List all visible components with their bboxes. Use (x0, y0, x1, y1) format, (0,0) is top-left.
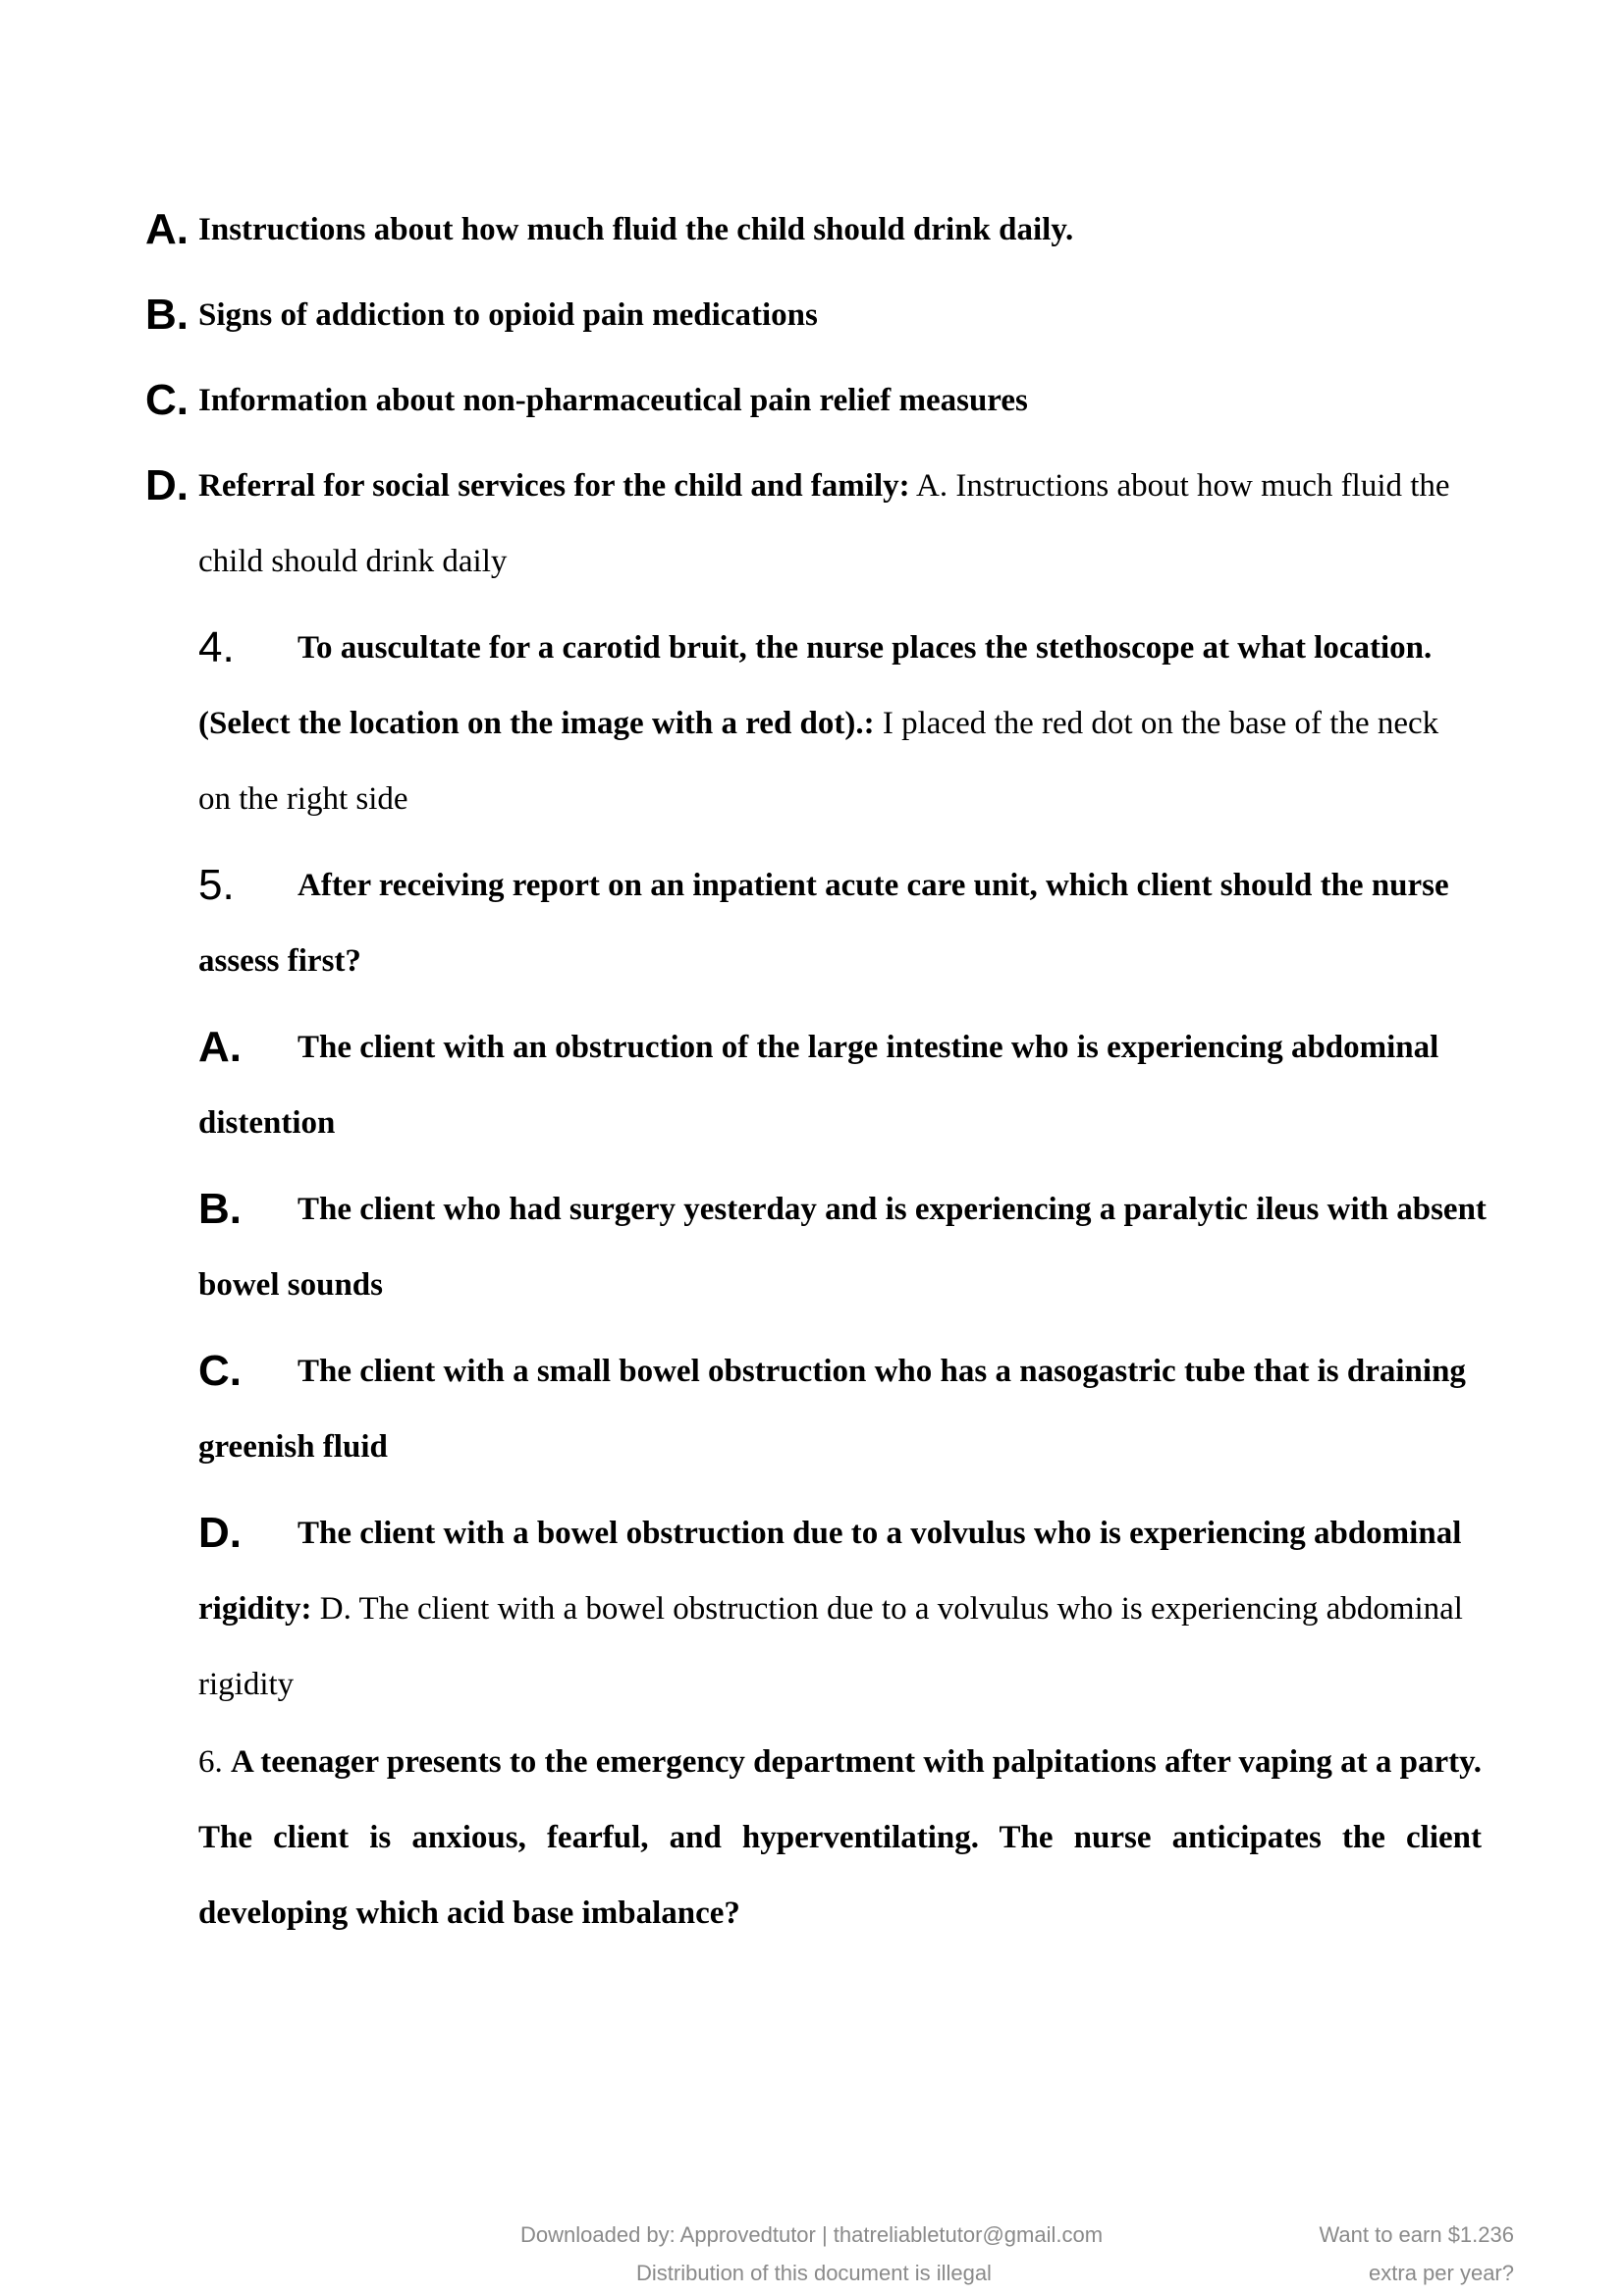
footer-promo[interactable]: extra per year? (1369, 2261, 1514, 2285)
footer-downloaded-by: Downloaded by: Approvedtutor | thatreliabletutor@gmail.com (520, 2222, 1104, 2247)
option-text: greenish fluid (198, 1429, 388, 1465)
option-text: Instructions about how much fluid the child should drink daily. (198, 212, 1074, 247)
option-text: The client with a small bowel obstruction who has a nasogastric tube that is draining (298, 1354, 1466, 1389)
question-text: A teenager presents to the emergency department with palpitations after vaping at a party. (231, 1744, 1483, 1780)
answer-text: D. The client with a bowel obstruction due to a volvulus who is experiencing abdominal (311, 1591, 1463, 1627)
option-with-answer (198, 466, 1450, 506)
footer-promo[interactable]: Want to earn $1.236 (1319, 2222, 1514, 2247)
question-6-line (198, 1742, 1482, 1782)
option-text: rigidity: (198, 1591, 312, 1627)
question-text: assess first? (198, 943, 361, 979)
question-number: 6. (198, 1744, 223, 1780)
option-text: bowel sounds (198, 1267, 383, 1303)
question-text: The client is anxious, fearful, and hyperventilating. The nurse anticipates the client (198, 1820, 1482, 1855)
option-text: The client with an obstruction of the large intestine who is experiencing abdominal (298, 1030, 1439, 1065)
answer-text: A. Instructions about how much fluid the (909, 468, 1450, 504)
question-text: (Select the location on the image with a red dot).: (198, 706, 875, 741)
option-text: The client with a bowel obstruction due to a volvulus who is experiencing abdominal (298, 1516, 1462, 1551)
option-label: B. (198, 1185, 242, 1233)
option-text: The client who had surgery yesterday and is experiencing a paralytic ileus with absent (298, 1192, 1487, 1227)
option-with-answer (198, 1589, 1463, 1629)
question-number: 5. (198, 861, 235, 909)
answer-text: child should drink daily (198, 544, 508, 579)
option-label: A. (145, 205, 189, 253)
footer-distribution-notice: Distribution of this document is illegal (636, 2261, 992, 2285)
option-label: C. (198, 1347, 242, 1395)
question-text: After receiving report on an inpatient acute care unit, which client should the nurse (298, 868, 1449, 903)
option-text: Signs of addiction to opioid pain medications (198, 297, 818, 333)
option-text: Referral for social services for the child and family: (198, 468, 910, 504)
option-label: D. (198, 1509, 242, 1557)
question-text: To auscultate for a carotid bruit, the nurse places the stethoscope at what location. (298, 630, 1433, 666)
answer-text: I placed the red dot on the base of the neck (874, 706, 1439, 741)
answer-text: on the right side (198, 781, 408, 817)
question-with-answer (198, 704, 1438, 743)
option-label: C. (145, 376, 189, 424)
answer-text: rigidity (198, 1667, 295, 1702)
option-label: B. (145, 291, 189, 339)
option-label: A. (198, 1023, 242, 1071)
question-text: developing which acid base imbalance? (198, 1896, 740, 1931)
question-number: 4. (198, 623, 235, 671)
option-text: Information about non-pharmaceutical pain relief measures (198, 383, 1028, 418)
option-label: D. (145, 461, 189, 509)
option-text: distention (198, 1105, 336, 1141)
